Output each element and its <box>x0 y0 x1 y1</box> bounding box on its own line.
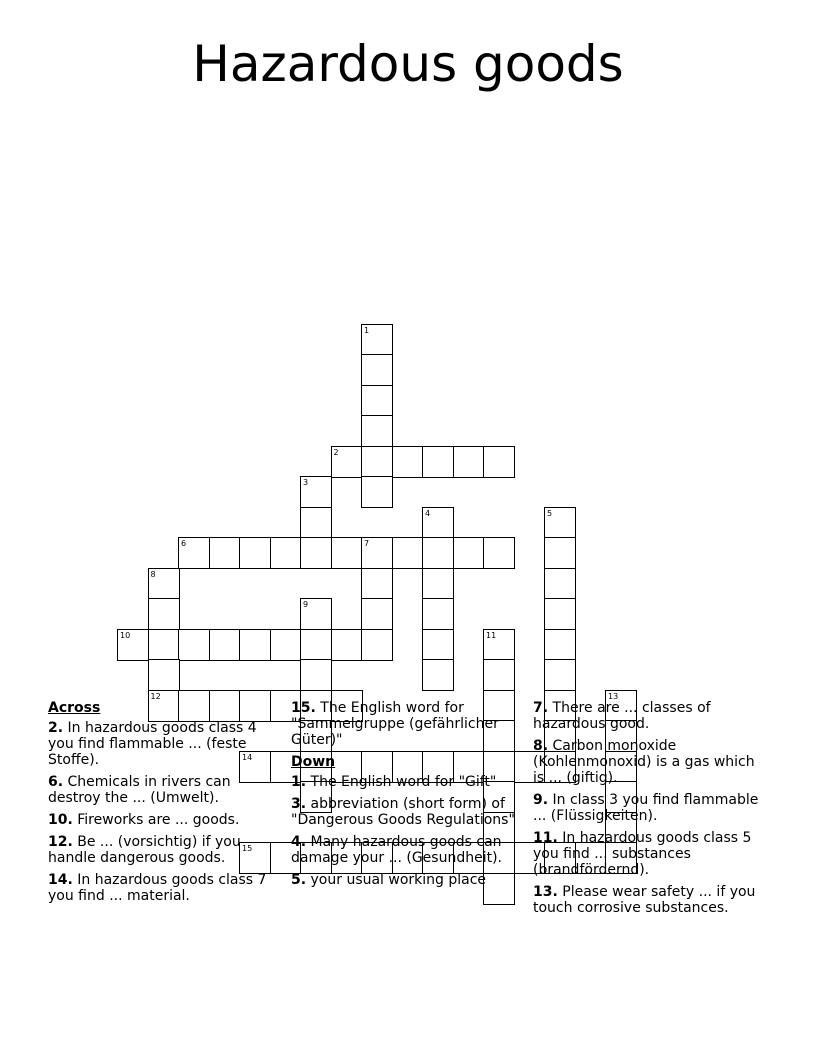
cell-number: 2 <box>333 447 339 457</box>
grid-cell[interactable] <box>270 629 302 661</box>
grid-cell[interactable] <box>361 537 393 569</box>
clue-number: 10. <box>48 812 73 828</box>
clue-text: In hazardous goods class 7 you find ... material. <box>48 872 267 904</box>
cell-number: 10 <box>120 630 131 640</box>
grid-cell[interactable] <box>300 537 332 569</box>
grid-cell[interactable] <box>422 446 454 478</box>
clue-number: 12. <box>48 834 73 850</box>
grid-cell[interactable] <box>544 629 576 661</box>
clue-number: 11. <box>533 830 558 846</box>
cell-number: 13 <box>608 691 619 701</box>
grid-cell[interactable] <box>148 629 180 661</box>
clue-text: The English word for "Gift" <box>306 774 497 790</box>
grid-cell[interactable] <box>361 324 393 356</box>
down-heading: Down <box>291 754 336 770</box>
grid-cell[interactable] <box>422 568 454 600</box>
grid-cell[interactable] <box>361 629 393 661</box>
clue-item <box>533 884 769 916</box>
grid-cell[interactable] <box>361 354 393 386</box>
clue-item <box>291 834 519 866</box>
grid-cell[interactable] <box>361 385 393 417</box>
grid-cell[interactable] <box>117 629 149 661</box>
grid-cell[interactable] <box>483 537 515 569</box>
clue-number: 3. <box>291 796 307 812</box>
clue-text: Carbon monoxide (Kohlenmonoxid) is a gas which is ... (giftig). <box>533 738 755 786</box>
clue-text: In hazardous goods class 5 you find ... substances (brandfördernd). <box>533 830 752 878</box>
grid-cell[interactable] <box>422 537 454 569</box>
grid-cell[interactable] <box>148 659 180 691</box>
grid-cell[interactable] <box>453 537 485 569</box>
grid-cell[interactable] <box>422 598 454 630</box>
clue-text: your usual working place <box>306 872 487 888</box>
cell-number: 6 <box>181 539 187 548</box>
clue-number: 1. <box>291 774 307 790</box>
grid-cell[interactable] <box>422 507 454 539</box>
grid-cell[interactable] <box>392 446 424 478</box>
grid-cell[interactable] <box>544 598 576 630</box>
grid-cell[interactable] <box>178 629 210 661</box>
cell-number: 7 <box>364 539 370 548</box>
clue-text: There are ... classes of hazardous good. <box>533 700 711 732</box>
clue-number: 7. <box>533 700 549 716</box>
clue-number: 6. <box>48 774 64 790</box>
grid-cell[interactable] <box>361 415 393 447</box>
cell-number: 4 <box>425 508 431 518</box>
clue-text: In hazardous goods class 4 you find flammable ... (feste Stoffe). <box>48 720 257 768</box>
cell-number: 9 <box>303 600 309 609</box>
clue-text: In class 3 you find flammable ... (Flüssigkeiten). <box>533 792 759 824</box>
clue-number: 13. <box>533 884 558 900</box>
clue-item <box>291 700 519 748</box>
grid-cell[interactable] <box>300 659 332 691</box>
across-heading: Across <box>48 700 101 716</box>
clue-number: 14. <box>48 872 73 888</box>
clue-item <box>48 834 270 866</box>
clue-column-middle <box>291 700 519 894</box>
clue-text: The English word for "Sammelgruppe (gefährlicher Güter)" <box>291 700 499 748</box>
grid-cell[interactable] <box>422 629 454 661</box>
grid-cell[interactable] <box>300 598 332 630</box>
clue-number: 4. <box>291 834 307 850</box>
clue-text: Fireworks are ... goods. <box>72 812 240 828</box>
clue-list-down-right <box>533 700 769 916</box>
grid-cell[interactable] <box>544 537 576 569</box>
clue-item <box>291 872 519 888</box>
clue-list-across-middle <box>291 700 519 748</box>
clue-item <box>48 774 270 806</box>
clue-text: Be ... (vorsichtig) if you handle dangerous goods. <box>48 834 241 866</box>
clue-list-down-middle <box>291 774 519 888</box>
grid-cell[interactable] <box>209 629 241 661</box>
clue-item <box>48 872 270 904</box>
grid-cell[interactable] <box>331 629 363 661</box>
grid-cell[interactable] <box>270 537 302 569</box>
grid-cell[interactable] <box>239 537 271 569</box>
grid-cell[interactable] <box>483 629 515 661</box>
grid-cell[interactable] <box>453 446 485 478</box>
cell-number: 15 <box>242 844 253 853</box>
grid-cell[interactable] <box>148 598 180 630</box>
cell-number: 8 <box>150 569 156 579</box>
grid-cell[interactable] <box>361 568 393 600</box>
clue-column-left <box>48 700 270 910</box>
clue-text: Many hazardous goods can damage your ... (Gesundheit). <box>291 834 502 866</box>
clue-item <box>533 700 769 732</box>
grid-cell[interactable] <box>392 537 424 569</box>
grid-cell[interactable] <box>483 446 515 478</box>
grid-cell[interactable] <box>544 568 576 600</box>
clue-number: 2. <box>48 720 64 736</box>
clue-item <box>48 720 270 768</box>
cell-number: 12 <box>150 691 161 701</box>
clue-number: 5. <box>291 872 307 888</box>
cell-number: 11 <box>486 630 497 640</box>
grid-cell[interactable] <box>331 537 363 569</box>
grid-cell[interactable] <box>300 476 332 508</box>
grid-cell[interactable] <box>544 659 576 691</box>
clue-text: abbreviation (short form) of "Dangerous Goods Regulations" <box>291 796 515 828</box>
grid-cell[interactable] <box>331 446 363 478</box>
clue-item <box>291 774 519 790</box>
grid-cell[interactable] <box>300 629 332 661</box>
grid-cell[interactable] <box>209 537 241 569</box>
clue-item <box>533 792 769 824</box>
grid-cell[interactable] <box>361 598 393 630</box>
clue-item <box>533 738 769 786</box>
grid-cell[interactable] <box>361 476 393 508</box>
cell-number: 14 <box>242 752 253 762</box>
clue-text: Chemicals in rivers can destroy the ... (Umwelt). <box>48 774 231 806</box>
grid-cell[interactable] <box>483 659 515 691</box>
grid-cell[interactable] <box>148 568 180 600</box>
clue-number: 9. <box>533 792 549 808</box>
clue-item <box>533 830 769 878</box>
cell-number: 3 <box>303 478 309 487</box>
clue-item <box>291 796 519 828</box>
grid-cell[interactable] <box>178 537 210 569</box>
clue-item <box>48 812 270 828</box>
clue-number: 15. <box>291 700 316 716</box>
clue-text: Please wear safety ... if you touch corrosive substances. <box>533 884 756 916</box>
grid-cell[interactable] <box>239 629 271 661</box>
cell-number: 1 <box>364 325 370 335</box>
grid-cell[interactable] <box>361 446 393 478</box>
page-title: Hazardous goods <box>192 35 624 93</box>
grid-cell[interactable] <box>422 659 454 691</box>
clue-list-across-left <box>48 720 270 904</box>
cell-number: 5 <box>547 508 553 518</box>
grid-cell[interactable] <box>544 507 576 539</box>
clue-column-right <box>533 700 769 922</box>
clue-number: 8. <box>533 738 549 754</box>
grid-cell[interactable] <box>300 507 332 539</box>
